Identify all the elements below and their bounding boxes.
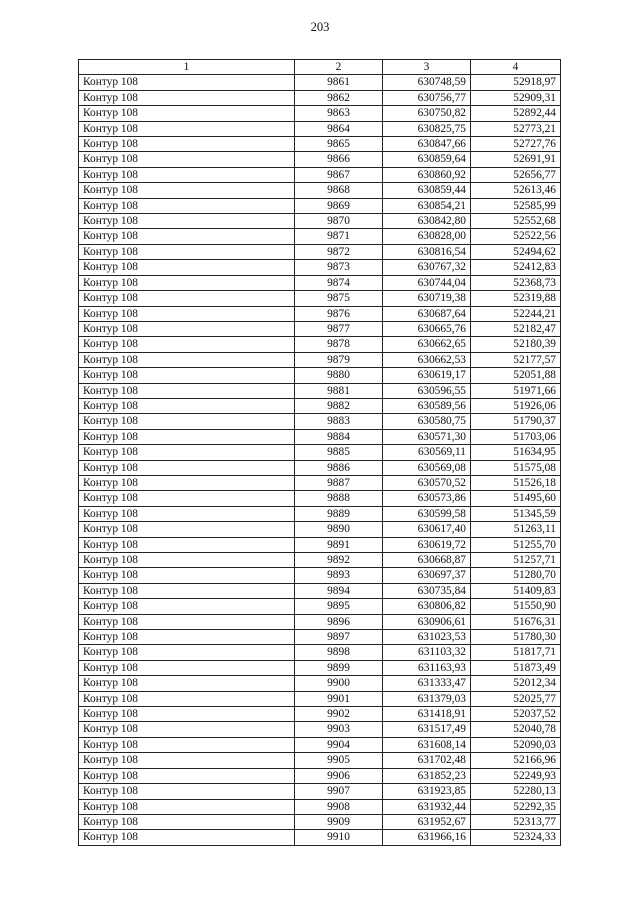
point-number-cell: 9903 [295,722,383,737]
table-row [79,830,561,845]
table-row [79,337,561,352]
point-number-cell: 9902 [295,707,383,722]
point-number-cell: 9862 [295,90,383,105]
point-number-cell: 9899 [295,660,383,675]
x-coordinate-cell: 630748,59 [383,75,471,90]
point-number-cell: 9879 [295,352,383,367]
contour-name-cell: Контур 108 [79,491,295,506]
table-row [79,737,561,752]
table-row [79,352,561,367]
contour-name-cell: Контур 108 [79,275,295,290]
y-coordinate-cell: 51780,30 [471,630,561,645]
contour-name-cell: Контур 108 [79,229,295,244]
y-coordinate-cell: 51257,71 [471,553,561,568]
contour-name-cell: Контур 108 [79,753,295,768]
table-row [79,244,561,259]
contour-name-cell: Контур 108 [79,691,295,706]
y-coordinate-cell: 52918,97 [471,75,561,90]
x-coordinate-cell: 631163,93 [383,660,471,675]
contour-name-cell: Контур 108 [79,152,295,167]
point-number-cell: 9878 [295,337,383,352]
contour-name-cell: Контур 108 [79,614,295,629]
table-row [79,768,561,783]
y-coordinate-cell: 51873,49 [471,660,561,675]
point-number-cell: 9891 [295,537,383,552]
table-row [79,167,561,182]
x-coordinate-cell: 631932,44 [383,799,471,814]
y-coordinate-cell: 52280,13 [471,784,561,799]
x-coordinate-cell: 630750,82 [383,106,471,121]
contour-name-cell: Контур 108 [79,167,295,182]
point-number-cell: 9880 [295,368,383,383]
point-number-cell: 9890 [295,522,383,537]
table-row [79,537,561,552]
table-row [79,784,561,799]
table-row [79,753,561,768]
y-coordinate-cell: 51526,18 [471,475,561,490]
x-coordinate-cell: 630570,52 [383,475,471,490]
table-row [79,522,561,537]
contour-name-cell: Контур 108 [79,306,295,321]
table-row [79,599,561,614]
point-number-cell: 9882 [295,398,383,413]
x-coordinate-cell: 630719,38 [383,291,471,306]
header-row [79,60,561,75]
point-number-cell: 9894 [295,583,383,598]
x-coordinate-cell: 630767,32 [383,260,471,275]
point-number-cell: 9900 [295,676,383,691]
contour-name-cell: Контур 108 [79,244,295,259]
table-row [79,445,561,460]
x-coordinate-cell: 630599,58 [383,506,471,521]
page-number: 203 [310,20,330,34]
point-number-cell: 9867 [295,167,383,182]
x-coordinate-cell: 630571,30 [383,429,471,444]
point-number-cell: 9907 [295,784,383,799]
x-coordinate-cell: 631608,14 [383,737,471,752]
y-coordinate-cell: 52313,77 [471,814,561,829]
y-coordinate-cell: 52051,88 [471,368,561,383]
y-coordinate-cell: 52292,35 [471,799,561,814]
y-coordinate-cell: 51409,83 [471,583,561,598]
table-row [79,691,561,706]
point-number-cell: 9889 [295,506,383,521]
table-row [79,553,561,568]
y-coordinate-cell: 51550,90 [471,599,561,614]
table-row [79,398,561,413]
x-coordinate-cell: 630589,56 [383,398,471,413]
table-row [79,491,561,506]
point-number-cell: 9875 [295,291,383,306]
point-number-cell: 9904 [295,737,383,752]
x-coordinate-cell: 630569,08 [383,460,471,475]
contour-name-cell: Контур 108 [79,768,295,783]
contour-name-cell: Контур 108 [79,90,295,105]
point-number-cell: 9896 [295,614,383,629]
column-header-2: 2 [295,60,383,75]
point-number-cell: 9905 [295,753,383,768]
y-coordinate-cell: 51703,06 [471,429,561,444]
table-row [79,137,561,152]
x-coordinate-cell: 630860,92 [383,167,471,182]
contour-name-cell: Контур 108 [79,337,295,352]
point-number-cell: 9872 [295,244,383,259]
table-row [79,321,561,336]
point-number-cell: 9868 [295,183,383,198]
y-coordinate-cell: 52319,88 [471,291,561,306]
x-coordinate-cell: 631966,16 [383,830,471,845]
x-coordinate-cell: 631952,67 [383,814,471,829]
x-coordinate-cell: 631023,53 [383,630,471,645]
point-number-cell: 9908 [295,799,383,814]
table-row [79,306,561,321]
x-coordinate-cell: 631517,49 [383,722,471,737]
y-coordinate-cell: 52691,91 [471,152,561,167]
y-coordinate-cell: 51280,70 [471,568,561,583]
contour-name-cell: Контур 108 [79,368,295,383]
y-coordinate-cell: 51575,08 [471,460,561,475]
x-coordinate-cell: 631103,32 [383,645,471,660]
table-row [79,183,561,198]
y-coordinate-cell: 51790,37 [471,414,561,429]
point-number-cell: 9910 [295,830,383,845]
contour-name-cell: Контур 108 [79,75,295,90]
point-number-cell: 9886 [295,460,383,475]
y-coordinate-cell: 52522,56 [471,229,561,244]
x-coordinate-cell: 630596,55 [383,383,471,398]
point-number-cell: 9866 [295,152,383,167]
x-coordinate-cell: 630665,76 [383,321,471,336]
x-coordinate-cell: 631418,91 [383,707,471,722]
y-coordinate-cell: 52025,77 [471,691,561,706]
contour-name-cell: Контур 108 [79,183,295,198]
x-coordinate-cell: 630687,64 [383,306,471,321]
table-row [79,506,561,521]
x-coordinate-cell: 630906,61 [383,614,471,629]
contour-name-cell: Контур 108 [79,553,295,568]
point-number-cell: 9888 [295,491,383,506]
coordinates-table [78,59,561,846]
table-row [79,198,561,213]
point-number-cell: 9884 [295,429,383,444]
point-number-cell: 9861 [295,75,383,90]
y-coordinate-cell: 52166,96 [471,753,561,768]
y-coordinate-cell: 51255,70 [471,537,561,552]
table-row [79,568,561,583]
table-row [79,383,561,398]
contour-name-cell: Контур 108 [79,321,295,336]
point-number-cell: 9871 [295,229,383,244]
y-coordinate-cell: 52727,76 [471,137,561,152]
table-row [79,414,561,429]
table-row [79,460,561,475]
contour-name-cell: Контур 108 [79,814,295,829]
x-coordinate-cell: 630697,37 [383,568,471,583]
contour-name-cell: Контур 108 [79,645,295,660]
contour-name-cell: Контур 108 [79,383,295,398]
table-row [79,475,561,490]
x-coordinate-cell: 631333,47 [383,676,471,691]
y-coordinate-cell: 52182,47 [471,321,561,336]
contour-name-cell: Контур 108 [79,722,295,737]
y-coordinate-cell: 51676,31 [471,614,561,629]
y-coordinate-cell: 52037,52 [471,707,561,722]
table-row [79,106,561,121]
point-number-cell: 9881 [295,383,383,398]
contour-name-cell: Контур 108 [79,121,295,136]
table-row [79,214,561,229]
column-header-3: 3 [383,60,471,75]
x-coordinate-cell: 630816,54 [383,244,471,259]
point-number-cell: 9909 [295,814,383,829]
contour-name-cell: Контур 108 [79,707,295,722]
table-row [79,660,561,675]
contour-name-cell: Контур 108 [79,599,295,614]
point-number-cell: 9885 [295,445,383,460]
contour-name-cell: Контур 108 [79,414,295,429]
contour-name-cell: Контур 108 [79,137,295,152]
y-coordinate-cell: 51495,60 [471,491,561,506]
x-coordinate-cell: 631923,85 [383,784,471,799]
y-coordinate-cell: 52552,68 [471,214,561,229]
contour-name-cell: Контур 108 [79,660,295,675]
x-coordinate-cell: 630806,82 [383,599,471,614]
point-number-cell: 9901 [295,691,383,706]
point-number-cell: 9874 [295,275,383,290]
table-row [79,229,561,244]
point-number-cell: 9870 [295,214,383,229]
y-coordinate-cell: 52773,21 [471,121,561,136]
y-coordinate-cell: 52368,73 [471,275,561,290]
y-coordinate-cell: 52585,99 [471,198,561,213]
y-coordinate-cell: 52892,44 [471,106,561,121]
x-coordinate-cell: 631379,03 [383,691,471,706]
point-number-cell: 9863 [295,106,383,121]
x-coordinate-cell: 630842,80 [383,214,471,229]
column-header-4: 4 [471,60,561,75]
x-coordinate-cell: 630859,44 [383,183,471,198]
x-coordinate-cell: 631702,48 [383,753,471,768]
point-number-cell: 9906 [295,768,383,783]
contour-name-cell: Контур 108 [79,429,295,444]
y-coordinate-cell: 51634,95 [471,445,561,460]
y-coordinate-cell: 52180,39 [471,337,561,352]
contour-name-cell: Контур 108 [79,630,295,645]
table-row [79,676,561,691]
y-coordinate-cell: 52412,83 [471,260,561,275]
y-coordinate-cell: 52012,34 [471,676,561,691]
x-coordinate-cell: 630847,66 [383,137,471,152]
x-coordinate-cell: 630735,84 [383,583,471,598]
point-number-cell: 9865 [295,137,383,152]
y-coordinate-cell: 52656,77 [471,167,561,182]
table-row [79,291,561,306]
x-coordinate-cell: 630569,11 [383,445,471,460]
y-coordinate-cell: 51971,66 [471,383,561,398]
table-row [79,614,561,629]
contour-name-cell: Контур 108 [79,506,295,521]
point-number-cell: 9895 [295,599,383,614]
table-row [79,152,561,167]
contour-name-cell: Контур 108 [79,198,295,213]
point-number-cell: 9893 [295,568,383,583]
contour-name-cell: Контур 108 [79,799,295,814]
x-coordinate-cell: 631852,23 [383,768,471,783]
x-coordinate-cell: 630662,53 [383,352,471,367]
y-coordinate-cell: 52613,46 [471,183,561,198]
contour-name-cell: Контур 108 [79,522,295,537]
x-coordinate-cell: 630744,04 [383,275,471,290]
table-row [79,722,561,737]
contour-name-cell: Контур 108 [79,291,295,306]
y-coordinate-cell: 52494,62 [471,244,561,259]
column-header-1: 1 [79,60,295,75]
point-number-cell: 9873 [295,260,383,275]
table-row [79,645,561,660]
table-row [79,90,561,105]
contour-name-cell: Контур 108 [79,398,295,413]
table-row [79,121,561,136]
contour-name-cell: Контур 108 [79,568,295,583]
contour-name-cell: Контур 108 [79,445,295,460]
y-coordinate-cell: 52909,31 [471,90,561,105]
point-number-cell: 9898 [295,645,383,660]
point-number-cell: 9877 [295,321,383,336]
table-row [79,814,561,829]
y-coordinate-cell: 52249,93 [471,768,561,783]
x-coordinate-cell: 630859,64 [383,152,471,167]
x-coordinate-cell: 630756,77 [383,90,471,105]
table-row [79,429,561,444]
point-number-cell: 9869 [295,198,383,213]
table-row [79,260,561,275]
x-coordinate-cell: 630573,86 [383,491,471,506]
contour-name-cell: Контур 108 [79,737,295,752]
table-row [79,630,561,645]
point-number-cell: 9876 [295,306,383,321]
y-coordinate-cell: 51345,59 [471,506,561,521]
y-coordinate-cell: 51263,11 [471,522,561,537]
x-coordinate-cell: 630668,87 [383,553,471,568]
y-coordinate-cell: 52177,57 [471,352,561,367]
table-row [79,799,561,814]
x-coordinate-cell: 630619,17 [383,368,471,383]
table-row [79,707,561,722]
y-coordinate-cell: 52090,03 [471,737,561,752]
contour-name-cell: Контур 108 [79,784,295,799]
contour-name-cell: Контур 108 [79,537,295,552]
table-row [79,583,561,598]
x-coordinate-cell: 630854,21 [383,198,471,213]
x-coordinate-cell: 630662,65 [383,337,471,352]
table-row [79,75,561,90]
contour-name-cell: Контур 108 [79,214,295,229]
contour-name-cell: Контур 108 [79,260,295,275]
contour-name-cell: Контур 108 [79,106,295,121]
point-number-cell: 9883 [295,414,383,429]
x-coordinate-cell: 630619,72 [383,537,471,552]
contour-name-cell: Контур 108 [79,583,295,598]
x-coordinate-cell: 630825,75 [383,121,471,136]
contour-name-cell: Контур 108 [79,676,295,691]
contour-name-cell: Контур 108 [79,830,295,845]
contour-name-cell: Контур 108 [79,352,295,367]
y-coordinate-cell: 51817,71 [471,645,561,660]
table-header [79,60,561,75]
point-number-cell: 9887 [295,475,383,490]
table-row [79,275,561,290]
point-number-cell: 9892 [295,553,383,568]
x-coordinate-cell: 630617,40 [383,522,471,537]
x-coordinate-cell: 630828,00 [383,229,471,244]
y-coordinate-cell: 52324,33 [471,830,561,845]
contour-name-cell: Контур 108 [79,475,295,490]
point-number-cell: 9864 [295,121,383,136]
table-body [79,75,561,845]
y-coordinate-cell: 52040,78 [471,722,561,737]
table-row [79,368,561,383]
point-number-cell: 9897 [295,630,383,645]
contour-name-cell: Контур 108 [79,460,295,475]
y-coordinate-cell: 52244,21 [471,306,561,321]
y-coordinate-cell: 51926,06 [471,398,561,413]
x-coordinate-cell: 630580,75 [383,414,471,429]
